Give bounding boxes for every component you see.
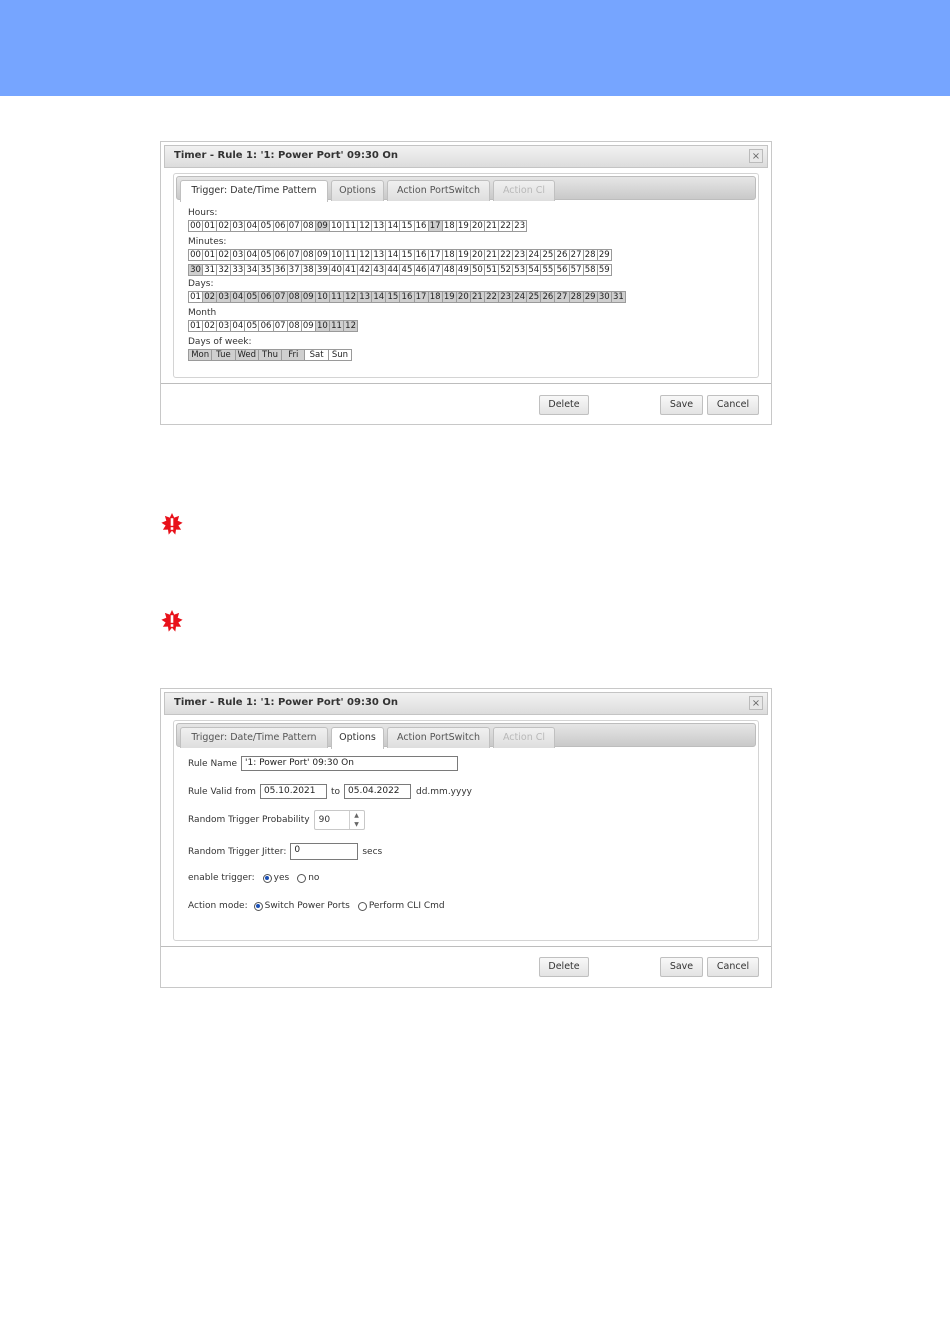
day-cell-25[interactable]: 25: [526, 291, 541, 303]
minute-cell-01[interactable]: 01: [202, 249, 217, 261]
hour-cell-20[interactable]: 20: [470, 220, 485, 232]
hour-cell-23[interactable]: 23: [512, 220, 527, 232]
hour-cell-22[interactable]: 22: [498, 220, 513, 232]
hour-cell-21[interactable]: 21: [484, 220, 499, 232]
minute-cell-52[interactable]: 52: [498, 264, 513, 276]
timer-dialog-options: [160, 688, 772, 988]
month-cell-03[interactable]: 03: [216, 320, 231, 332]
tab-bar: [176, 723, 756, 747]
day-cell-22[interactable]: 22: [484, 291, 499, 303]
month-cell-12[interactable]: 12: [343, 320, 358, 332]
minute-cell-54[interactable]: 54: [526, 264, 541, 276]
minute-cell-34[interactable]: 34: [244, 264, 259, 276]
weekday-cell-sun[interactable]: Sun: [328, 349, 352, 361]
days-of-week-grid: [188, 349, 351, 361]
minutes-label: Minutes:: [188, 237, 227, 247]
day-cell-09[interactable]: 09: [301, 291, 316, 303]
minute-cell-47[interactable]: 47: [428, 264, 443, 276]
jitter-unit: secs: [362, 846, 383, 857]
rule-name-input[interactable]: '1: Power Port' 09:30 On: [241, 756, 458, 771]
tab-action-cli: Action Cl: [493, 180, 555, 201]
day-cell-28[interactable]: 28: [569, 291, 584, 303]
month-cell-01[interactable]: 01: [188, 320, 203, 332]
header-banner: [0, 0, 950, 96]
minute-cell-11[interactable]: 11: [343, 249, 358, 261]
enable-trigger-row: [188, 873, 319, 883]
warning-icon: [161, 513, 183, 535]
minute-cell-46[interactable]: 46: [414, 264, 429, 276]
minute-cell-36[interactable]: 36: [273, 264, 288, 276]
hour-cell-01[interactable]: 01: [202, 220, 217, 232]
minute-cell-49[interactable]: 49: [456, 264, 471, 276]
hour-cell-09[interactable]: 09: [315, 220, 330, 232]
hour-cell-04[interactable]: 04: [244, 220, 259, 232]
cancel-button[interactable]: Cancel: [707, 395, 759, 415]
minute-cell-40[interactable]: 40: [329, 264, 344, 276]
month-cell-08[interactable]: 08: [287, 320, 302, 332]
day-cell-21[interactable]: 21: [470, 291, 485, 303]
rule-valid-row: [188, 784, 472, 799]
minute-cell-15[interactable]: 15: [399, 249, 414, 261]
hour-cell-05[interactable]: 05: [258, 220, 273, 232]
minute-cell-18[interactable]: 18: [442, 249, 457, 261]
weekday-cell-tue[interactable]: Tue: [211, 349, 235, 361]
weekday-cell-mon[interactable]: Mon: [188, 349, 212, 361]
day-cell-18[interactable]: 18: [428, 291, 443, 303]
valid-to-input[interactable]: 05.04.2022: [344, 784, 411, 799]
hours-label: Hours:: [188, 208, 218, 218]
day-cell-31[interactable]: 31: [611, 291, 626, 303]
tab-trigger[interactable]: Trigger: Date/Time Pattern: [180, 180, 328, 202]
minute-cell-26[interactable]: 26: [554, 249, 569, 261]
day-cell-14[interactable]: 14: [371, 291, 386, 303]
hour-cell-13[interactable]: 13: [371, 220, 386, 232]
hour-cell-02[interactable]: 02: [216, 220, 231, 232]
tab-options[interactable]: Options: [331, 180, 384, 201]
probability-value[interactable]: 90: [318, 815, 331, 825]
hour-cell-06[interactable]: 06: [273, 220, 288, 232]
minute-cell-48[interactable]: 48: [442, 264, 457, 276]
month-cell-02[interactable]: 02: [202, 320, 217, 332]
probability-stepper[interactable]: [314, 810, 365, 830]
months-grid: [188, 320, 357, 332]
day-cell-07[interactable]: 07: [273, 291, 288, 303]
month-cell-05[interactable]: 05: [244, 320, 259, 332]
minute-cell-07[interactable]: 07: [287, 249, 302, 261]
month-cell-04[interactable]: 04: [230, 320, 245, 332]
days-label: Days:: [188, 279, 214, 289]
day-cell-03[interactable]: 03: [216, 291, 231, 303]
minute-cell-38[interactable]: 38: [301, 264, 316, 276]
minute-cell-21[interactable]: 21: [484, 249, 499, 261]
close-icon[interactable]: ×: [749, 696, 763, 710]
minute-cell-31[interactable]: 31: [202, 264, 217, 276]
hour-cell-10[interactable]: 10: [329, 220, 344, 232]
minute-cell-32[interactable]: 32: [216, 264, 231, 276]
action-mode-row: [188, 901, 445, 911]
stepper-arrows-icon[interactable]: ▲ ▼: [349, 811, 364, 829]
day-cell-23[interactable]: 23: [498, 291, 513, 303]
minute-cell-56[interactable]: 56: [554, 264, 569, 276]
day-cell-08[interactable]: 08: [287, 291, 302, 303]
minute-cell-05[interactable]: 05: [258, 249, 273, 261]
enable-trigger-label: enable trigger:: [188, 873, 255, 883]
cancel-button[interactable]: Cancel: [707, 957, 759, 977]
minute-cell-04[interactable]: 04: [244, 249, 259, 261]
jitter-row: [188, 843, 382, 860]
month-cell-10[interactable]: 10: [315, 320, 330, 332]
minute-cell-45[interactable]: 45: [399, 264, 414, 276]
tab-panel: [173, 173, 759, 378]
hour-cell-16[interactable]: 16: [414, 220, 429, 232]
hour-cell-12[interactable]: 12: [357, 220, 372, 232]
hour-cell-18[interactable]: 18: [442, 220, 457, 232]
hour-cell-08[interactable]: 08: [301, 220, 316, 232]
dialog-titlebar: [164, 692, 768, 715]
minute-cell-44[interactable]: 44: [385, 264, 400, 276]
save-button[interactable]: Save: [660, 395, 703, 415]
enable-yes-radio[interactable]: [263, 874, 272, 883]
day-cell-17[interactable]: 17: [414, 291, 429, 303]
enable-no-radio[interactable]: [297, 874, 306, 883]
minute-cell-50[interactable]: 50: [470, 264, 485, 276]
minute-cell-59[interactable]: 59: [597, 264, 612, 276]
mode-cli-radio[interactable]: [358, 902, 367, 911]
minute-cell-10[interactable]: 10: [329, 249, 344, 261]
day-cell-12[interactable]: 12: [343, 291, 358, 303]
minute-cell-35[interactable]: 35: [258, 264, 273, 276]
minute-cell-24[interactable]: 24: [526, 249, 541, 261]
minute-cell-09[interactable]: 09: [315, 249, 330, 261]
day-cell-19[interactable]: 19: [442, 291, 457, 303]
hour-cell-00[interactable]: 00: [188, 220, 203, 232]
tab-action-cli: Action Cl: [493, 727, 555, 748]
hour-cell-19[interactable]: 19: [456, 220, 471, 232]
minute-cell-30[interactable]: 30: [188, 264, 203, 276]
day-cell-16[interactable]: 16: [399, 291, 414, 303]
tab-trigger[interactable]: Trigger: Date/Time Pattern: [180, 727, 328, 748]
minute-cell-20[interactable]: 20: [470, 249, 485, 261]
minute-cell-58[interactable]: 58: [583, 264, 598, 276]
minute-cell-23[interactable]: 23: [512, 249, 527, 261]
minute-cell-22[interactable]: 22: [498, 249, 513, 261]
day-cell-01[interactable]: 01: [188, 291, 203, 303]
day-cell-24[interactable]: 24: [512, 291, 527, 303]
days-of-week-label: Days of week:: [188, 337, 252, 347]
minute-cell-17[interactable]: 17: [428, 249, 443, 261]
footer-divider: [161, 946, 771, 947]
month-cell-07[interactable]: 07: [273, 320, 288, 332]
enable-yes-label[interactable]: yes: [273, 873, 290, 883]
day-cell-27[interactable]: 27: [554, 291, 569, 303]
jitter-input[interactable]: 0: [290, 843, 358, 860]
hour-cell-17[interactable]: 17: [428, 220, 443, 232]
tab-panel: [173, 720, 759, 941]
tab-bar: [176, 176, 756, 200]
minute-cell-00[interactable]: 00: [188, 249, 203, 261]
jitter-label: Random Trigger Jitter:: [188, 846, 287, 857]
days-grid: [188, 291, 625, 303]
hour-cell-11[interactable]: 11: [343, 220, 358, 232]
day-cell-11[interactable]: 11: [329, 291, 344, 303]
weekday-cell-fri[interactable]: Fri: [281, 349, 305, 361]
weekday-cell-thu[interactable]: Thu: [258, 349, 282, 361]
rule-name-label: Rule Name: [188, 758, 238, 769]
minute-cell-13[interactable]: 13: [371, 249, 386, 261]
dialog-title: Timer - Rule 1: '1: Power Port' 09:30 On: [174, 150, 398, 161]
minute-cell-08[interactable]: 08: [301, 249, 316, 261]
hour-cell-07[interactable]: 07: [287, 220, 302, 232]
day-cell-20[interactable]: 20: [456, 291, 471, 303]
day-cell-29[interactable]: 29: [583, 291, 598, 303]
probability-row: [188, 810, 365, 830]
close-icon[interactable]: ×: [749, 149, 763, 163]
mode-switch-radio[interactable]: [254, 902, 263, 911]
month-cell-11[interactable]: 11: [329, 320, 344, 332]
day-cell-10[interactable]: 10: [315, 291, 330, 303]
month-cell-06[interactable]: 06: [258, 320, 273, 332]
tab-action-portswitch[interactable]: Action PortSwitch: [387, 180, 490, 201]
day-cell-26[interactable]: 26: [540, 291, 555, 303]
day-cell-30[interactable]: 30: [597, 291, 612, 303]
month-label: Month: [188, 308, 217, 318]
minute-cell-55[interactable]: 55: [540, 264, 555, 276]
valid-from-input[interactable]: 05.10.2021: [260, 784, 327, 799]
mode-cli-label[interactable]: Perform CLI Cmd: [368, 901, 445, 911]
save-button[interactable]: Save: [660, 957, 703, 977]
mode-switch-label[interactable]: Switch Power Ports: [264, 901, 350, 911]
minute-cell-29[interactable]: 29: [597, 249, 612, 261]
valid-from-label: Rule Valid from: [188, 786, 256, 797]
day-cell-15[interactable]: 15: [385, 291, 400, 303]
enable-no-label[interactable]: no: [308, 873, 320, 883]
day-cell-06[interactable]: 06: [258, 291, 273, 303]
minute-cell-12[interactable]: 12: [357, 249, 372, 261]
day-cell-04[interactable]: 04: [230, 291, 245, 303]
hour-cell-14[interactable]: 14: [385, 220, 400, 232]
timer-dialog-trigger: [160, 141, 772, 425]
minute-cell-33[interactable]: 33: [230, 264, 245, 276]
minute-cell-43[interactable]: 43: [371, 264, 386, 276]
minute-cell-37[interactable]: 37: [287, 264, 302, 276]
minute-cell-06[interactable]: 06: [273, 249, 288, 261]
probability-label: Random Trigger Probability: [188, 815, 310, 825]
day-cell-13[interactable]: 13: [357, 291, 372, 303]
tab-options[interactable]: Options: [331, 727, 384, 749]
minute-cell-41[interactable]: 41: [343, 264, 358, 276]
minute-cell-28[interactable]: 28: [583, 249, 598, 261]
day-cell-05[interactable]: 05: [244, 291, 259, 303]
minute-cell-25[interactable]: 25: [540, 249, 555, 261]
dialog-title: Timer - Rule 1: '1: Power Port' 09:30 On: [174, 697, 398, 708]
minute-cell-39[interactable]: 39: [315, 264, 330, 276]
minute-cell-53[interactable]: 53: [512, 264, 527, 276]
minute-cell-02[interactable]: 02: [216, 249, 231, 261]
minute-cell-57[interactable]: 57: [569, 264, 584, 276]
weekday-cell-wed[interactable]: Wed: [235, 349, 259, 361]
footer-divider: [161, 383, 771, 384]
minute-cell-16[interactable]: 16: [414, 249, 429, 261]
minutes-grid-row2: [188, 264, 611, 276]
hours-grid: [188, 220, 526, 232]
minute-cell-51[interactable]: 51: [484, 264, 499, 276]
minute-cell-42[interactable]: 42: [357, 264, 372, 276]
hour-cell-15[interactable]: 15: [399, 220, 414, 232]
day-cell-02[interactable]: 02: [202, 291, 217, 303]
rule-name-row: [188, 756, 458, 771]
date-format-hint: dd.mm.yyyy: [416, 786, 472, 797]
valid-to-label: to: [330, 786, 340, 797]
warning-icon: [161, 610, 183, 632]
month-cell-09[interactable]: 09: [301, 320, 316, 332]
action-mode-label: Action mode:: [188, 901, 248, 911]
minutes-grid-row1: [188, 249, 611, 261]
hour-cell-03[interactable]: 03: [230, 220, 245, 232]
delete-button[interactable]: Delete: [539, 957, 589, 977]
delete-button[interactable]: Delete: [539, 395, 589, 415]
minute-cell-27[interactable]: 27: [569, 249, 584, 261]
minute-cell-14[interactable]: 14: [385, 249, 400, 261]
weekday-cell-sat[interactable]: Sat: [304, 349, 328, 361]
tab-action-portswitch[interactable]: Action PortSwitch: [387, 727, 490, 748]
minute-cell-03[interactable]: 03: [230, 249, 245, 261]
minute-cell-19[interactable]: 19: [456, 249, 471, 261]
dialog-titlebar: [164, 145, 768, 168]
